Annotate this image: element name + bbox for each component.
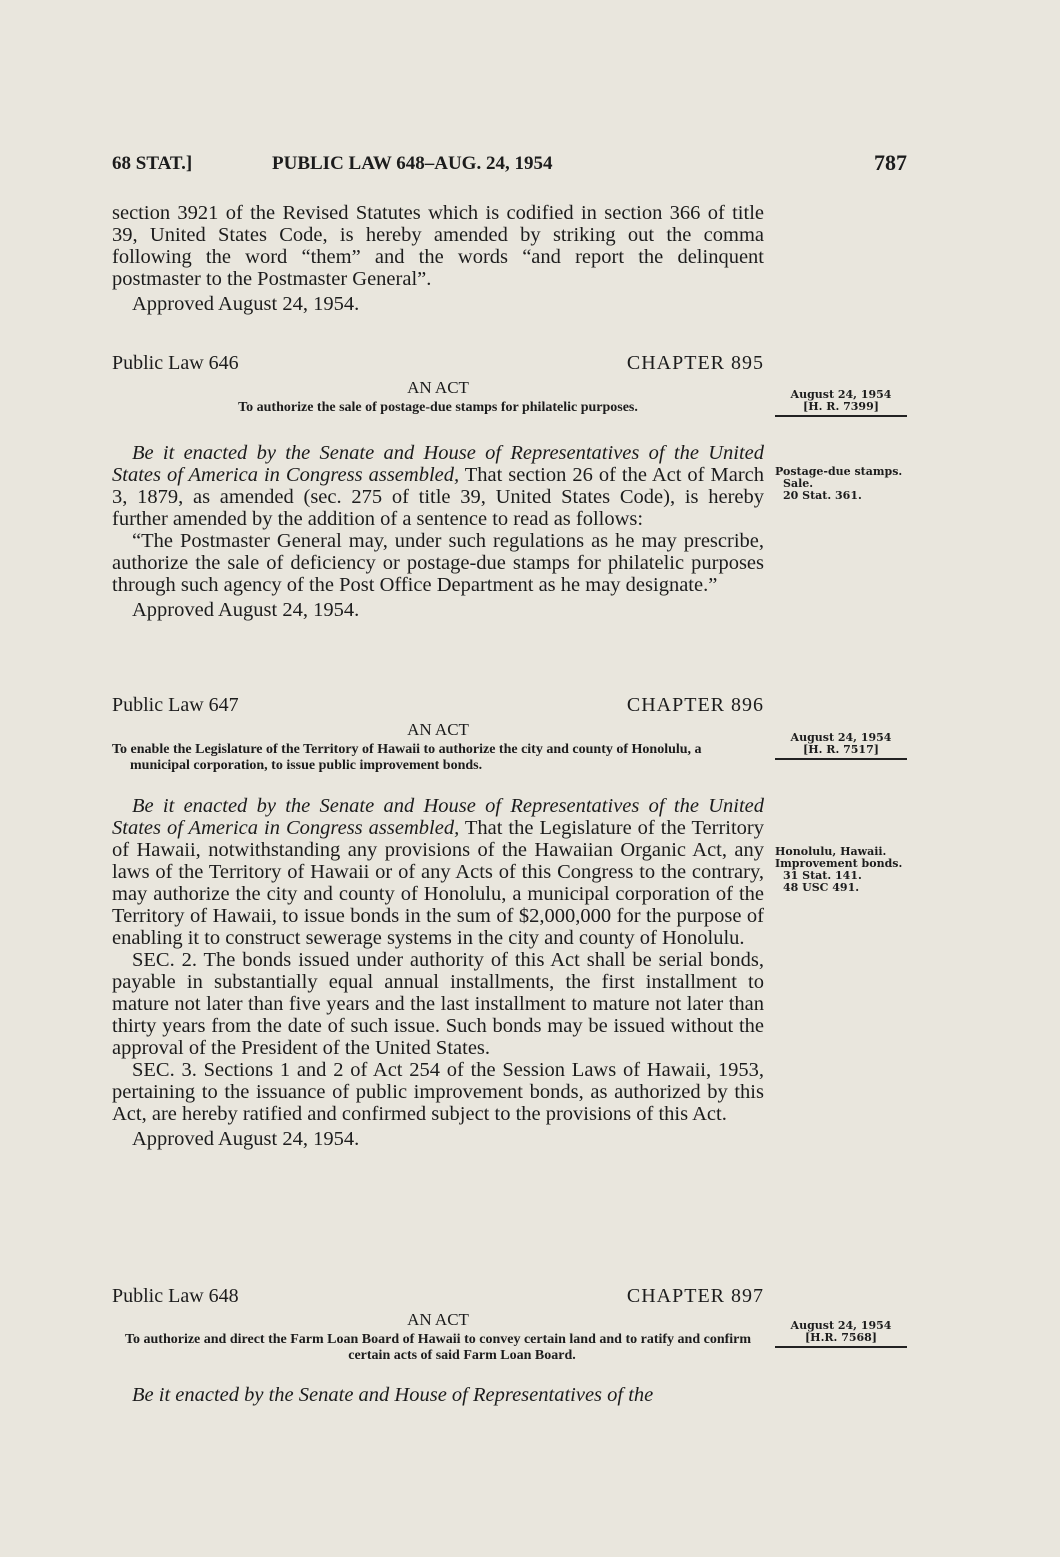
law-647-chapter: CHAPTER 896 xyxy=(626,694,764,716)
law-647-enacting-clause xyxy=(112,795,764,949)
law-646-margin-date xyxy=(775,389,907,417)
law-647-bill: [H. R. 7517] xyxy=(803,743,879,756)
law-646-enact-italic: Be it enacted by the Senate and House of Representatives of the United States of America in Congress assembled, xyxy=(112,442,764,486)
volume-label: 68 STAT.] xyxy=(112,153,193,174)
law-647-approved: Approved August 24, 1954. xyxy=(132,1128,360,1150)
law-648-chapter: CHAPTER 897 xyxy=(626,1285,764,1307)
carryover-section xyxy=(112,202,764,315)
law-646-body xyxy=(112,378,764,621)
law-646-number: Public Law 646 xyxy=(112,352,239,374)
law-646-approved: Approved August 24, 1954. xyxy=(132,599,360,621)
carryover-approved: Approved August 24, 1954. xyxy=(132,293,360,315)
law-648-bill: [H.R. 7568] xyxy=(804,1331,878,1344)
law-646-note-2: Sale. xyxy=(783,477,814,490)
law-646-note-3: 20 Stat. 361. xyxy=(783,489,862,502)
law-648-title: To authorize and direct the Farm Loan Board of Hawaii to convey certain land and to ratify and confirm certain acts of said Farm Loan Board. xyxy=(124,1332,752,1363)
law-646-note-1: Postage-due stamps. xyxy=(775,465,903,478)
law-647-number: Public Law 647 xyxy=(112,694,239,716)
law-646-enact-rest: That section 26 of the Act of March 3, 1879, as amended (sec. 275 of title 39, United States Code), is hereby further amended by the addition of a sentence to read as follows: xyxy=(112,464,764,530)
law-648-margin-date xyxy=(775,1320,907,1348)
law-646-title: To authorize the sale of postage-due stamps for philatelic purposes. xyxy=(238,400,638,415)
law-648-body xyxy=(112,1310,764,1406)
law-647-note-1: Honolulu, Hawaii. xyxy=(775,845,887,858)
law-647-margin-date xyxy=(775,732,907,760)
law-647-enact-italic: Be it enacted by the Senate and House of Representatives of the United States of America in Congress assembled, xyxy=(112,795,764,839)
law-647-section-3: SEC. 3. Sections 1 and 2 of Act 254 of the Session Laws of Hawaii, 1953, pertaining to the issuance of public improvement bonds, as authorized by this Act, are hereby ratified and confirmed subject to the provisions of this Act. xyxy=(112,1059,764,1125)
law-647-section-2: SEC. 2. The bonds issued under authority of this Act shall be serial bonds, payable in substantially equal annual installments, the first installment to mature not later than five years and the last installment to mature not later than thirty years from the date of such issue. Such bonds may be issued without the approval of the President of the United States. xyxy=(112,949,764,1059)
law-647-enact-rest: That the Legislature of the Territory of Hawaii, notwithstanding any provisions of the Hawaiian Organic Act, any laws of the Territory of Hawaii or of any Acts of this Congress to the contrary, may authorize the city and county of Honolulu, a municipal corporation of the Territory of Hawaii, to issue bonds in the sum of $2,000,000 for the purpose of enabling it to construct sewerage systems in the city and county of Honolulu. xyxy=(112,817,764,949)
law-647-body xyxy=(112,720,764,1150)
carryover-text: section 3921 of the Revised Statutes which is codified in section 366 of title 39, United States Code, is hereby amended by striking out the comma following the word “them” and the words “and report the delinquent postmaster to the Postmaster General”. xyxy=(112,202,764,290)
law-647-note-2: Improvement bonds. xyxy=(775,857,903,870)
law-646-an-act: AN ACT xyxy=(407,378,469,397)
law-647-note-4: 48 USC 491. xyxy=(783,881,860,894)
law-647-note-3: 31 Stat. 141. xyxy=(783,869,862,882)
law-648-date: August 24, 1954 xyxy=(790,1319,892,1332)
law-646-sidenotes xyxy=(775,466,905,502)
law-647-title: To enable the Legislature of the Territory of Hawaii to authorize the city and county of Honolulu, a municipal corporation, to issue public improvement bonds. xyxy=(112,742,702,773)
law-646-enacting-clause xyxy=(112,442,764,530)
page-number: 787 xyxy=(874,150,907,175)
law-646-quote: “The Postmaster General may, under such regulations as he may prescribe, authorize the sale of deficiency or postage-due stamps for philatelic purposes through such agency of the Post Office Department as he may designate.” xyxy=(112,530,764,596)
running-head xyxy=(112,150,907,180)
law-648-number: Public Law 648 xyxy=(112,1285,239,1307)
running-head-title: PUBLIC LAW 648–AUG. 24, 1954 xyxy=(272,153,553,174)
law-647-date: August 24, 1954 xyxy=(790,731,892,744)
law-647-sidenotes xyxy=(775,846,905,894)
law-646-chapter: CHAPTER 895 xyxy=(626,352,764,374)
law-646-bill: [H. R. 7399] xyxy=(803,400,879,413)
law-648-enacting-clause: Be it enacted by the Senate and House of Representatives of the xyxy=(132,1384,654,1406)
law-648-an-act: AN ACT xyxy=(407,1310,469,1329)
law-646-date: August 24, 1954 xyxy=(790,388,892,401)
law-647-an-act: AN ACT xyxy=(407,720,469,739)
